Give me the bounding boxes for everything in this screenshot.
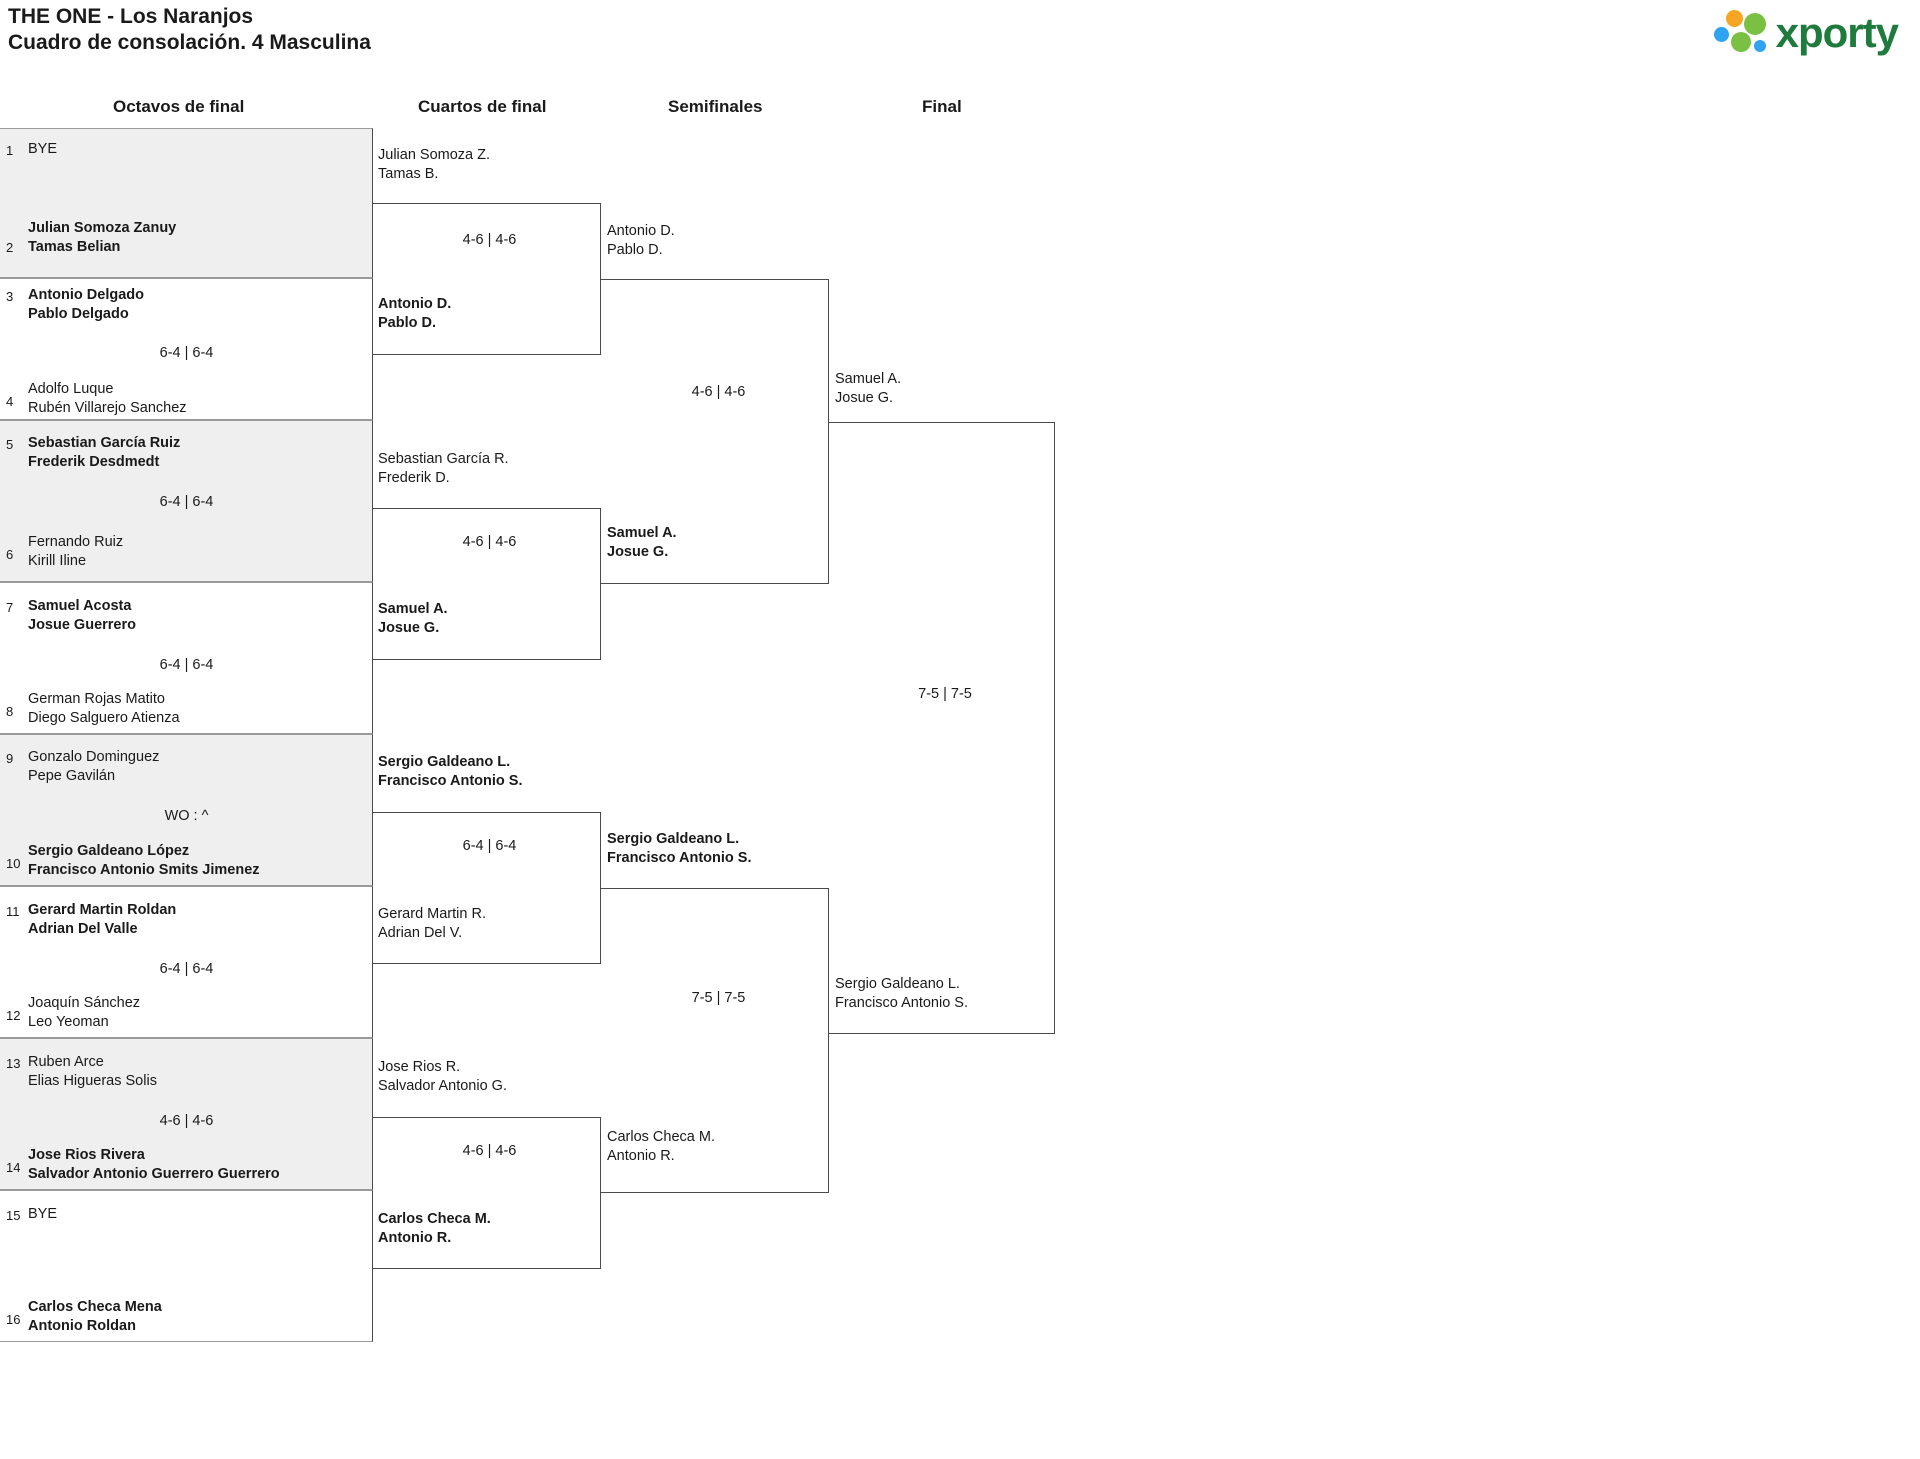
round-header-octavos: Octavos de final xyxy=(113,97,245,116)
r2-match-4-bottom-team: Carlos Checa M. Antonio R. xyxy=(378,1211,491,1246)
r2-match-4-score: 4-6 | 4-6 xyxy=(462,1143,517,1159)
final-bottom-team: Sergio Galdeano L. Francisco Antonio S. xyxy=(835,976,968,1011)
seed-number: 9 xyxy=(6,751,14,766)
r1-match-3[interactable] xyxy=(0,420,373,582)
r2-match-4-top-team: Jose Rios R. Salvador Antonio G. xyxy=(378,1059,507,1094)
r3-match-2-bottom-team: Carlos Checa M. Antonio R. xyxy=(607,1129,715,1164)
seed-number: 1 xyxy=(6,143,14,158)
team-name: Joaquín Sánchez Leo Yeoman xyxy=(28,995,141,1030)
seed-number: 11 xyxy=(6,904,20,919)
team-name: Samuel Acosta Josue Guerrero xyxy=(28,598,136,633)
r2-match-2-score: 4-6 | 4-6 xyxy=(462,534,517,550)
seed-number: 3 xyxy=(6,289,14,304)
page-title xyxy=(8,4,371,56)
r2-match-2-bottom-team: Samuel A. Josue G. xyxy=(378,601,448,636)
team-name: Sebastian García Ruiz Frederik Desdmedt xyxy=(28,435,181,470)
r1-match-7[interactable] xyxy=(0,1038,373,1190)
final-top-team: Samuel A. Josue G. xyxy=(835,371,902,406)
r3-match-2-top-team: Sergio Galdeano L. Francisco Antonio S. xyxy=(607,831,752,866)
seed-number: 5 xyxy=(6,437,14,452)
seed-number: 8 xyxy=(6,704,14,719)
match-score: 6-4 | 6-4 xyxy=(159,961,214,977)
team-name: Sergio Galdeano López Francisco Antonio Smits Jimenez xyxy=(28,843,260,878)
r1-match-2[interactable] xyxy=(0,278,373,420)
seed-number: 10 xyxy=(6,856,21,871)
seed-number: 6 xyxy=(6,547,14,562)
r4-connector-1 xyxy=(829,422,1055,1034)
title-line-2: Cuadro de consolación. 4 Masculina xyxy=(8,31,371,54)
r3-match-1-score: 4-6 | 4-6 xyxy=(691,384,746,400)
r2-match-2-top-team: Sebastian García R. Frederik D. xyxy=(378,451,509,486)
logo-dots-icon xyxy=(1714,10,1770,56)
team-name: BYE xyxy=(28,1206,58,1222)
seed-number: 2 xyxy=(6,240,14,255)
r3-match-2-score: 7-5 | 7-5 xyxy=(691,990,746,1006)
r2-match-1-score: 4-6 | 4-6 xyxy=(462,232,517,248)
seed-number: 13 xyxy=(6,1056,21,1071)
match-score: 6-4 | 6-4 xyxy=(159,345,214,361)
team-name: Adolfo Luque Rubén Villarejo Sanchez xyxy=(28,381,187,416)
xporty-logo xyxy=(1714,10,1898,56)
final-score: 7-5 | 7-5 xyxy=(918,686,972,702)
match-score: 4-6 | 4-6 xyxy=(159,1113,214,1129)
team-name: Carlos Checa Mena Antonio Roldan xyxy=(28,1299,162,1334)
team-name: Gonzalo Dominguez Pepe Gavilán xyxy=(28,749,160,784)
team-name: German Rojas Matito Diego Salguero Atienza xyxy=(28,691,180,726)
seed-number: 7 xyxy=(6,600,14,615)
match-score: WO : ^ xyxy=(164,808,209,824)
team-name: Jose Rios Rivera Salvador Antonio Guerrero Guerrero xyxy=(28,1147,280,1182)
seed-number: 4 xyxy=(6,394,14,409)
r1-match-6[interactable] xyxy=(0,886,373,1038)
team-name: Gerard Martin Roldan Adrian Del Valle xyxy=(28,902,177,937)
title-line-1: THE ONE - Los Naranjos xyxy=(8,5,254,28)
team-name: Fernando Ruiz Kirill Iline xyxy=(28,534,124,569)
r2-match-3-score: 6-4 | 6-4 xyxy=(462,838,517,854)
r2-match-3-top-team: Sergio Galdeano L. Francisco Antonio S. xyxy=(378,754,523,789)
r1-match-4[interactable] xyxy=(0,582,373,734)
round-header-final: Final xyxy=(922,97,962,116)
r2-match-1-bottom-team: Antonio D. Pablo D. xyxy=(378,296,452,331)
seed-number: 14 xyxy=(6,1160,21,1175)
logo-text: xporty xyxy=(1775,9,1898,56)
match-score: 6-4 | 6-4 xyxy=(159,494,214,510)
round-header-semifinales: Semifinales xyxy=(668,97,763,116)
r3-match-1-top-team: Antonio D. Pablo D. xyxy=(607,223,675,258)
r2-match-3-bottom-team: Gerard Martin R. Adrian Del V. xyxy=(378,906,486,941)
r2-match-1-top-team: Julian Somoza Z. Tamas B. xyxy=(378,147,491,182)
r1-match-5[interactable] xyxy=(0,734,373,886)
match-score: 6-4 | 6-4 xyxy=(159,657,214,673)
team-name: BYE xyxy=(28,141,58,157)
r1-match-1[interactable] xyxy=(0,128,373,278)
round-header-cuartos: Cuartos de final xyxy=(418,97,547,116)
seed-number: 15 xyxy=(6,1208,21,1223)
seed-number: 12 xyxy=(6,1008,21,1023)
seed-number: 16 xyxy=(6,1312,21,1327)
team-name: Ruben Arce Elias Higueras Solis xyxy=(28,1054,157,1089)
team-name: Julian Somoza Zanuy Tamas Belian xyxy=(28,220,177,255)
r1-match-8[interactable] xyxy=(0,1190,373,1342)
r3-match-1-bottom-team: Samuel A. Josue G. xyxy=(607,525,677,560)
team-name: Antonio Delgado Pablo Delgado xyxy=(28,287,144,322)
